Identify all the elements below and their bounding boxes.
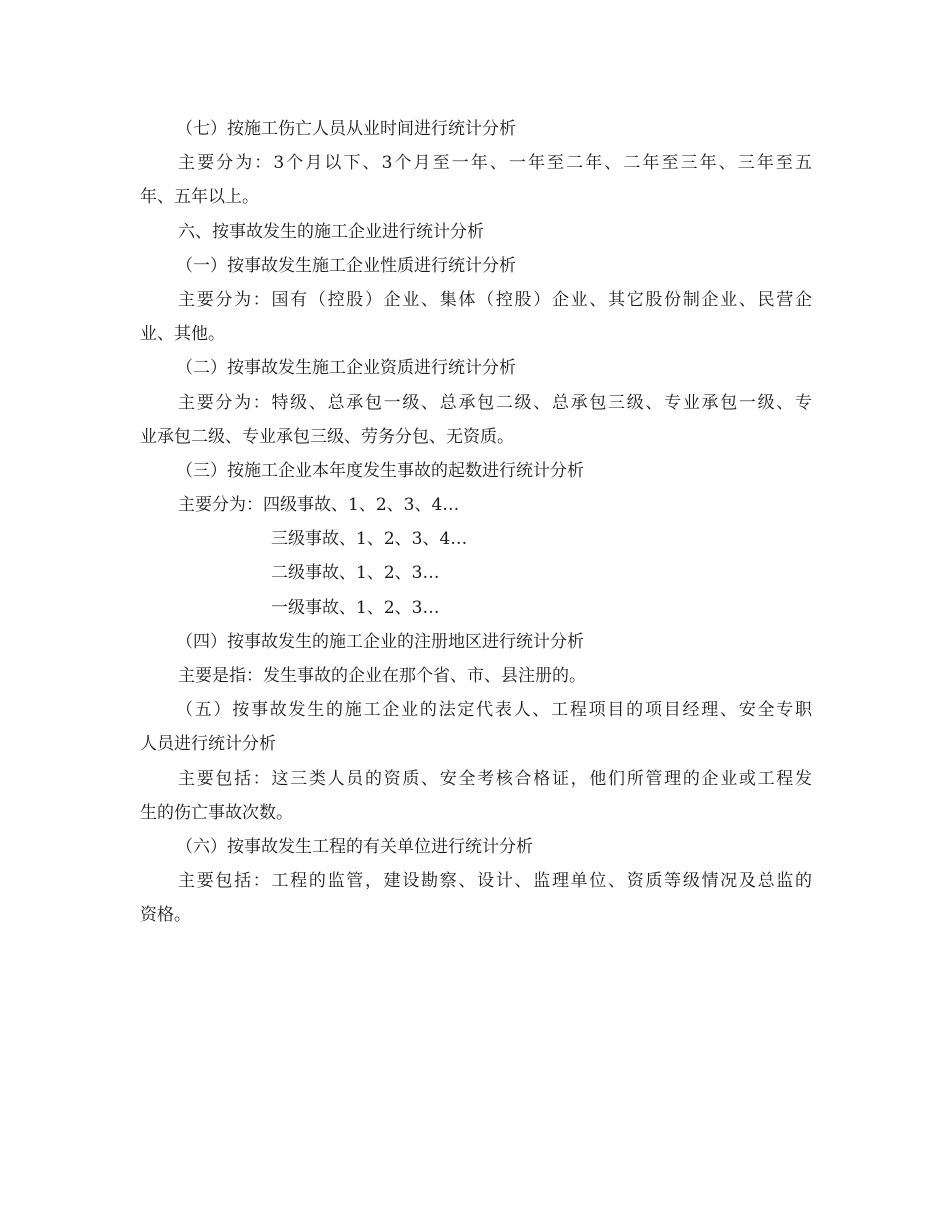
list-line: 主要分为：四级事故、1、2、3、4… xyxy=(178,495,460,516)
paragraph-line: 主要分为：3个月以下、3个月至一年、一年至二年、二年至三年、三年至五 xyxy=(178,153,812,174)
paragraph-line: 业、其他。 xyxy=(140,324,225,345)
paragraph-line: 主要分为：特级、总承包一级、总承包二级、总承包三级、专业承包一级、专 xyxy=(178,392,812,413)
heading-2-enterprise-qualification: （二）按事故发生施工企业资质进行统计分析 xyxy=(176,358,516,379)
paragraph-line: 年、五年以上。 xyxy=(140,187,259,208)
heading-3-accident-count: （三）按施工企业本年度发生事故的起数进行统计分析 xyxy=(176,460,584,481)
heading-7-employment-time: （七）按施工伤亡人员从业时间进行统计分析 xyxy=(176,119,516,139)
heading-4-registration-region: （四）按事故发生的施工企业的注册地区进行统计分析 xyxy=(176,631,584,652)
list-line: 一级事故、1、2、3… xyxy=(271,597,440,618)
paragraph-line: 资格。 xyxy=(140,905,191,926)
paragraph-line: 主要是指：发生事故的企业在那个省、市、县注册的。 xyxy=(178,666,586,686)
paragraph-line: 主要包括：这三类人员的资质、安全考核合格证，他们所管理的企业或工程发 xyxy=(178,768,812,789)
paragraph-line: 生的伤亡事故次数。 xyxy=(140,802,293,823)
list-line: 二级事故、1、2、3… xyxy=(271,563,440,584)
paragraph-line: 主要包括：工程的监管，建设勘察、设计、监理单位、资质等级情况及总监的 xyxy=(178,871,812,892)
heading-6-related-units: （六）按事故发生工程的有关单位进行统计分析 xyxy=(176,836,533,857)
heading-continuation: 人员进行统计分析 xyxy=(140,734,276,755)
section-6-title: 六、按事故发生的施工企业进行统计分析 xyxy=(178,221,484,242)
list-line: 三级事故、1、2、3、4… xyxy=(271,529,468,550)
heading-1-enterprise-nature: （一）按事故发生施工企业性质进行统计分析 xyxy=(176,255,516,276)
heading-5-legal-representative: （五）按事故发生的施工企业的法定代表人、工程项目的项目经理、安全专职 xyxy=(176,700,812,721)
document-page xyxy=(140,112,812,933)
paragraph-line: 业承包二级、专业承包三级、劳务分包、无资质。 xyxy=(140,426,514,447)
paragraph-line: 主要分为：国有（控股）企业、集体（控股）企业、其它股份制企业、民营企 xyxy=(178,289,812,310)
